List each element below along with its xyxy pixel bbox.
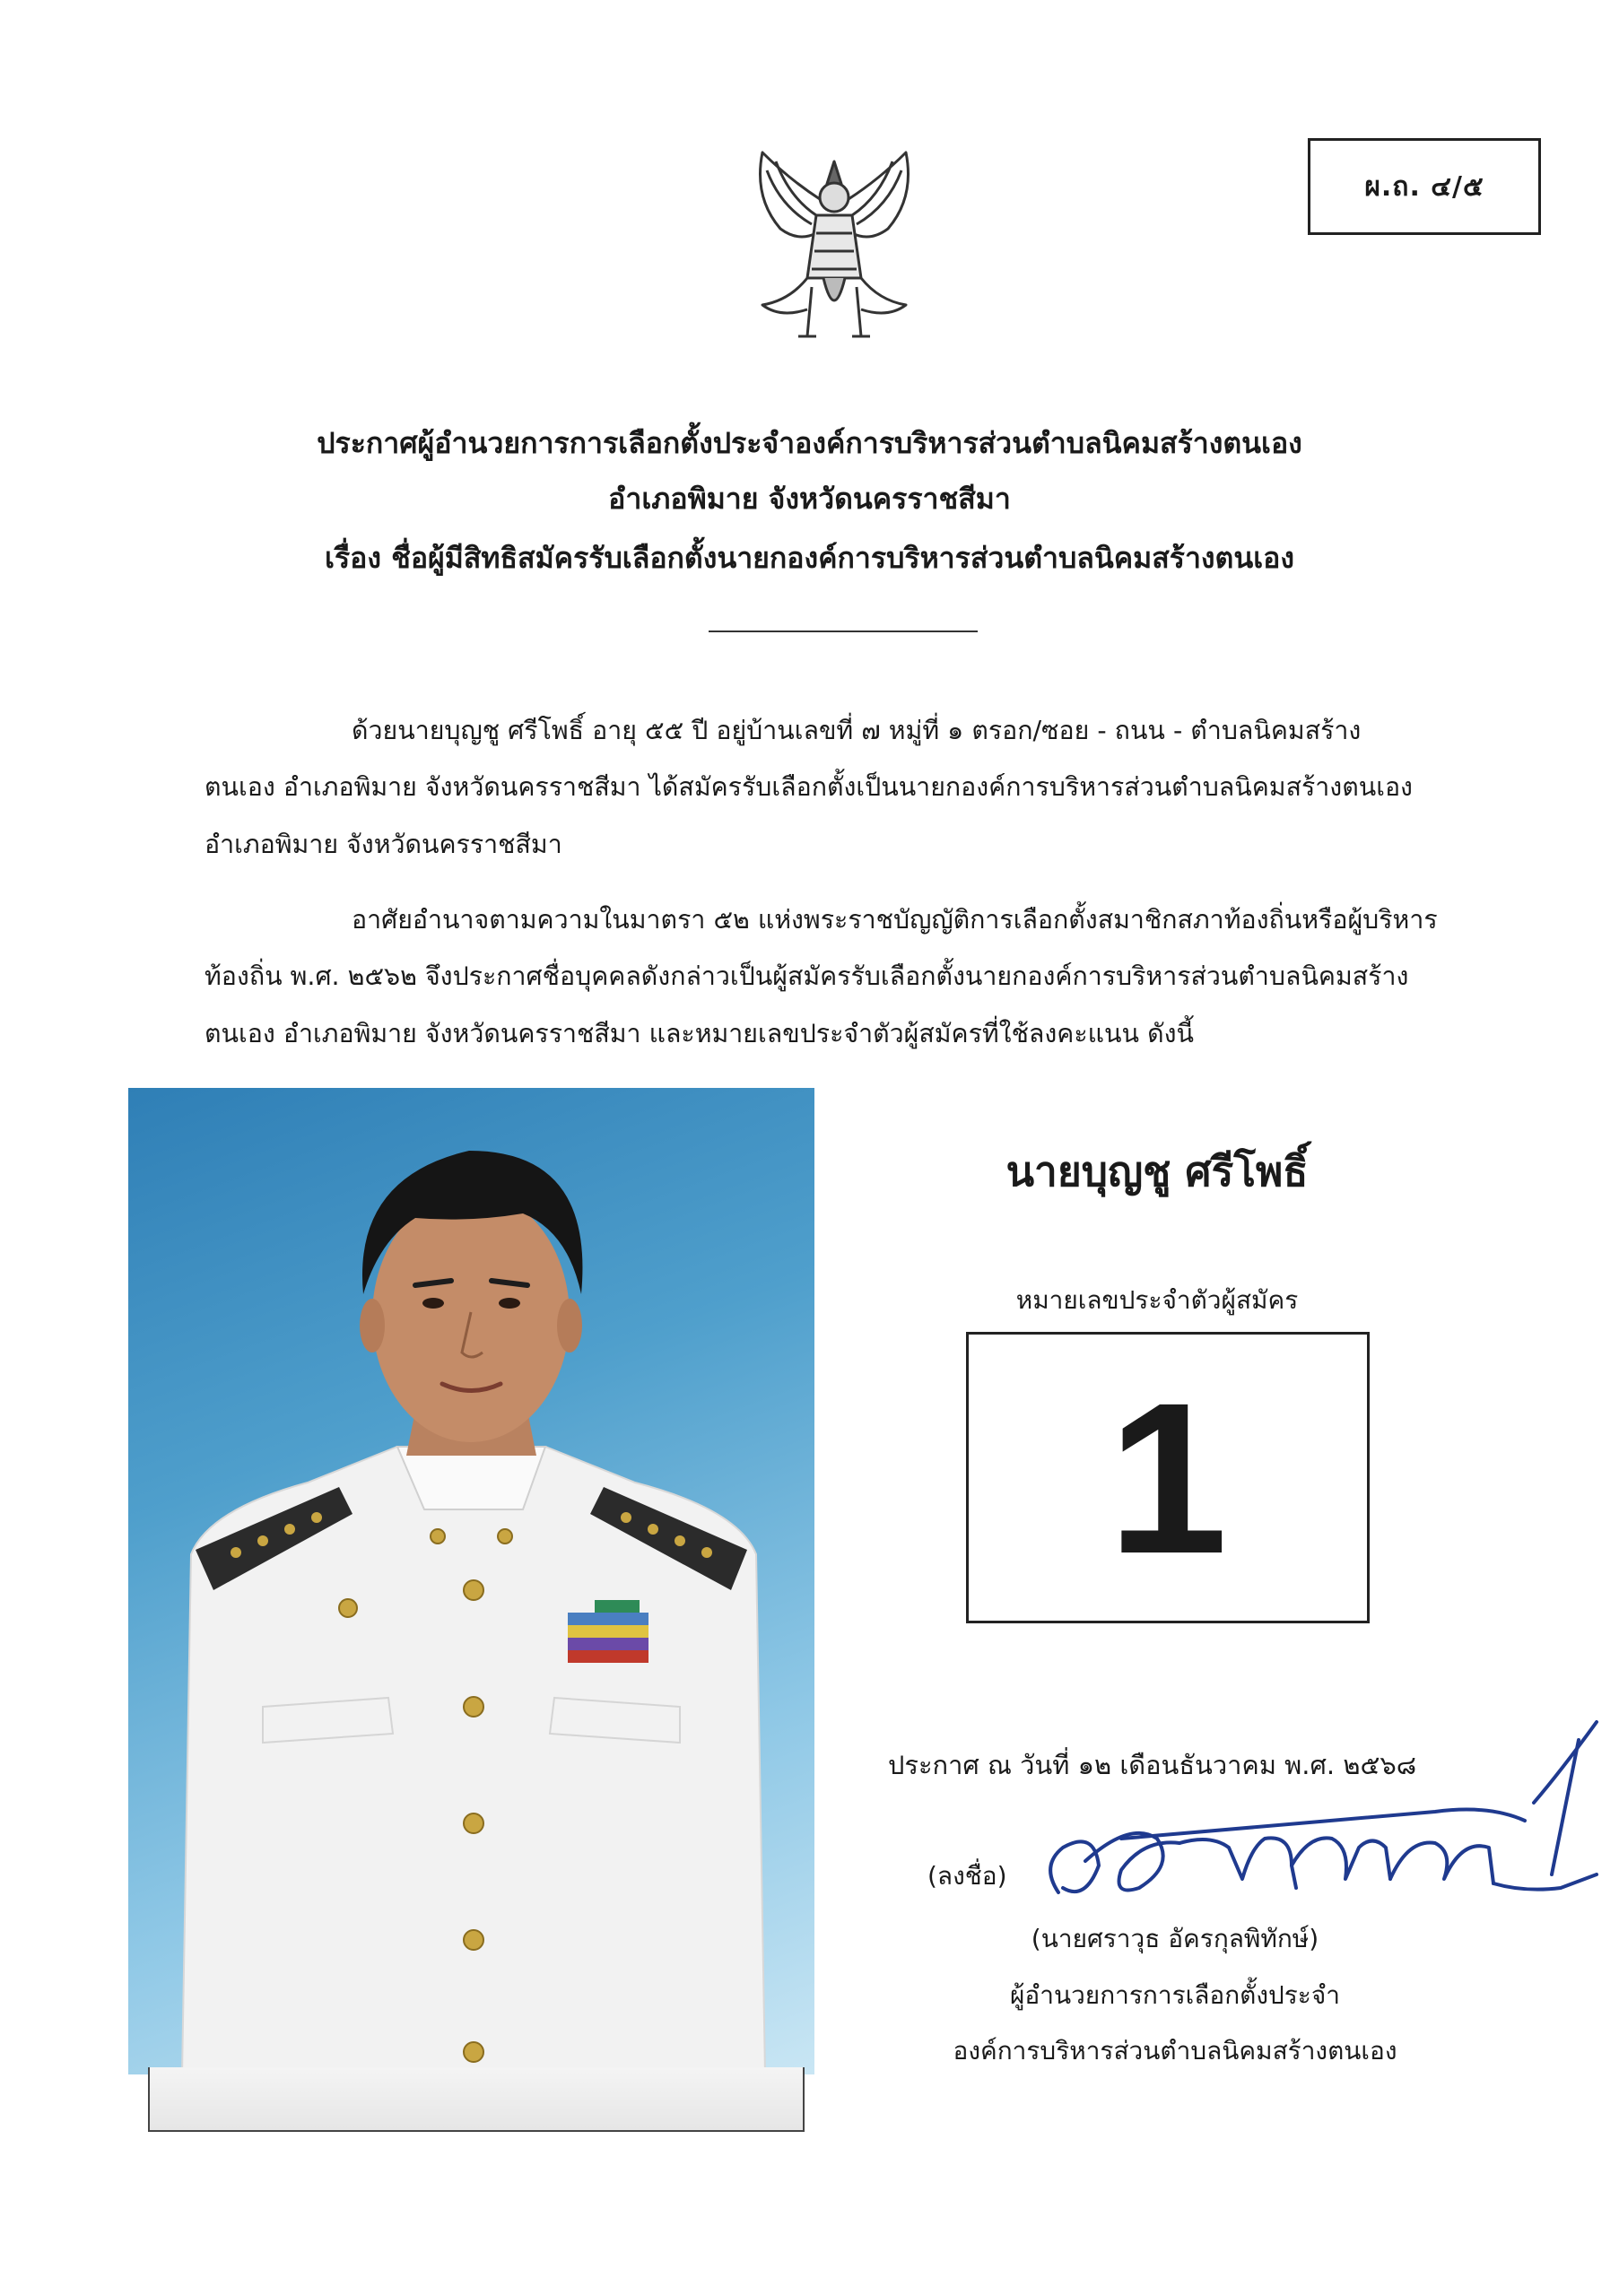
official-name: (นายศราวุธ อัครกุลพิทักษ์): [1031, 1924, 1319, 1953]
candidate-photo: [128, 1088, 814, 2074]
paragraph-1-line-2: ตนเอง อำเภอพิมาย จังหวัดนครราชสีมา ได้สมัครรับเลือกตั้งเป็นนายกองค์การบริหารส่วนตำบลนิคมสร้างตนเอง: [205, 772, 1413, 802]
heading-subject: เรื่อง ชื่อผู้มีสิทธิสมัครรับเลือกตั้งนายกองค์การบริหารส่วนตำบลนิคมสร้างตนเอง: [325, 541, 1294, 575]
separator-line: [709, 631, 978, 632]
official-title-line-1: ผู้อำนวยการการเลือกตั้งประจำ: [1010, 1980, 1340, 2010]
photo-mount-strip: [148, 2067, 805, 2132]
announcement-date: ประกาศ ณ วันที่ ๑๒ เดือนธันวาคม พ.ศ. ๒๕๖๘: [888, 1750, 1417, 1780]
garuda-emblem-icon: [727, 144, 942, 350]
form-code-box: [1308, 138, 1541, 235]
candidate-portrait-image: [128, 1088, 814, 2074]
official-title-line-2: องค์การบริหารส่วนตำบลนิคมสร้างตนเอง: [953, 2036, 1397, 2066]
candidate-number: 1: [1108, 1357, 1228, 1598]
paragraph-1-line-3: อำเภอพิมาย จังหวัดนครราชสีมา: [205, 830, 562, 859]
candidate-number-box: [966, 1332, 1370, 1623]
handwritten-signature: [1023, 1686, 1619, 1919]
heading-line-2: อำเภอพิมาย จังหวัดนครราชสีมา: [608, 482, 1011, 516]
heading-line-1: ประกาศผู้อำนวยการการเลือกตั้งประจำองค์การบริหารส่วนตำบลนิคมสร้างตนเอง: [317, 426, 1302, 460]
paragraph-2-line-3: ตนเอง อำเภอพิมาย จังหวัดนครราชสีมา และหมายเลขประจำตัวผู้สมัครที่ใช้ลงคะแนน ดังนี้: [205, 1019, 1194, 1048]
form-code: ผ.ถ. ๔/๕: [1364, 170, 1484, 203]
signed-label: (ลงชื่อ): [927, 1861, 1007, 1891]
candidate-name: นายบุญชู ศรีโพธิ์: [1005, 1147, 1309, 1196]
paragraph-2-line-2: ท้องถิ่น พ.ศ. ๒๕๖๒ จึงประกาศชื่อบุคคลดังกล่าวเป็นผู้สมัครรับเลือกตั้งนายกองค์การบริหารส่วนตำบลนิคมสร้าง: [205, 961, 1409, 991]
paragraph-1-line-1: ด้วยนายบุญชู ศรีโพธิ์ อายุ ๕๕ ปี อยู่บ้านเลขที่ ๗ หมู่ที่ ๑ ตรอก/ซอย - ถนน - ตำบลนิคมสร้าง: [352, 716, 1362, 745]
candidate-number-label: หมายเลขประจำตัวผู้สมัคร: [1015, 1285, 1299, 1315]
paragraph-2-line-1: อาศัยอำนาจตามความในมาตรา ๕๒ แห่งพระราชบัญญัติการเลือกตั้งสมาชิกสภาท้องถิ่นหรือผู้บริหาร: [352, 905, 1438, 935]
